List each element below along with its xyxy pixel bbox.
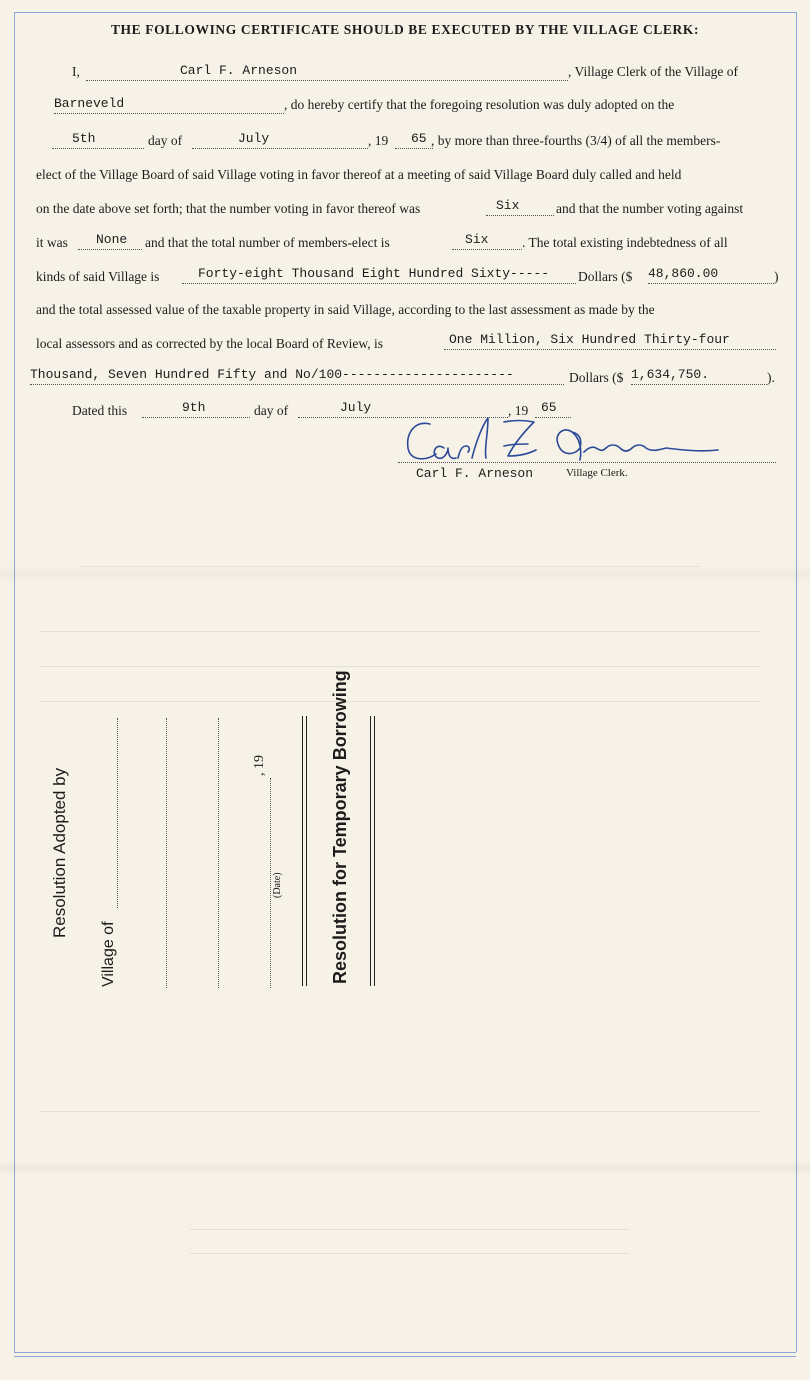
adopt-day-value: 5th: [72, 131, 96, 146]
line-5-post: and that the number voting against: [556, 201, 744, 216]
line-2-post: , do hereby certify that the foregoing resolution was duly adopted on the: [284, 97, 675, 112]
certificate-title: THE FOLLOWING CERTIFICATE SHOULD BE EXECUTED BY THE VILLAGE CLERK:: [110, 22, 700, 37]
dated-dayof: day of: [254, 403, 289, 418]
votes-for-value: Six: [496, 198, 520, 213]
border-left: [14, 12, 15, 1352]
assessed-amount-value: 1,634,750.: [631, 367, 710, 382]
cover-date-label: (Date): [272, 872, 283, 898]
village-name-value: Barneveld: [54, 96, 125, 111]
bleed-through-line: [40, 700, 760, 702]
adopt-month-value: July: [238, 131, 270, 146]
line-1-pre: I,: [72, 64, 80, 79]
cover-rule: [302, 716, 303, 986]
dated-day-value: 9th: [182, 400, 206, 415]
signature-title: Village Clerk.: [566, 467, 628, 479]
dated-pre: Dated this: [72, 403, 128, 418]
bleed-through-line: [40, 1110, 760, 1112]
assessed-words-field-2: [30, 366, 564, 385]
village-name-field: [54, 95, 284, 114]
line-3-post: , by more than three-fourths (3/4) of all the members-: [431, 133, 721, 148]
cover-adopted-by: Resolution Adopted by: [50, 767, 69, 938]
cover-date-line: [270, 778, 271, 988]
bleed-through-line: [80, 565, 700, 567]
cover-village-of: Village of: [100, 921, 117, 987]
indebtedness-amount-value: 48,860.00: [648, 266, 719, 281]
adopt-month-field: [192, 130, 368, 149]
line-7-end: ): [774, 269, 779, 284]
cover-blank-line: [166, 718, 167, 988]
line-4: elect of the Village Board of said Village voting in favor thereof at a meeting of said Village Board duly called and held: [36, 167, 682, 182]
border-bottom-2: [14, 1356, 796, 1357]
cover-rule: [370, 716, 371, 986]
clerk-name-field: [86, 62, 568, 81]
line-3-19: , 19: [368, 133, 389, 148]
bleed-through-line: [40, 630, 760, 632]
cover-rule: [306, 716, 307, 986]
bleed-through-line: [190, 1252, 630, 1254]
votes-for-field: [486, 197, 554, 216]
indebtedness-words-field: [182, 265, 576, 284]
line-1-post: , Village Clerk of the Village of: [568, 64, 738, 79]
paper-fold: [0, 566, 810, 582]
adopt-day-field: [52, 130, 144, 149]
line-6-mid: and that the total number of members-elect is: [145, 235, 390, 250]
cover-nineteen: , 19: [252, 755, 267, 776]
dated-month-value: July: [340, 400, 372, 415]
line-10-dollars: Dollars ($: [569, 370, 624, 385]
dated-day-field: [142, 399, 250, 418]
votes-against-field: [78, 231, 142, 250]
line-6-pre: it was: [36, 235, 68, 250]
adopt-year-field: [395, 130, 433, 149]
border-right: [796, 12, 797, 1352]
bleed-through-line: [190, 1228, 630, 1230]
members-elect-value: Six: [465, 232, 489, 247]
line-8: and the total assessed value of the taxable property in said Village, according to the last assessment as made by the: [36, 302, 655, 317]
cover-blank-line: [218, 718, 219, 988]
signature-typed-name: Carl F. Arneson: [416, 466, 534, 481]
assessed-words-value-1: One Million, Six Hundred Thirty-four: [449, 332, 730, 347]
signature-line: [398, 462, 776, 463]
cover-village-line: [117, 718, 118, 908]
votes-against-value: None: [96, 232, 128, 247]
border-top: [14, 12, 796, 13]
assessed-words-field-1: [444, 331, 776, 350]
paper-fold: [0, 1160, 810, 1176]
clerk-name-value: Carl F. Arneson: [180, 63, 298, 78]
cover-rule: [374, 716, 375, 986]
indebtedness-words-value: Forty-eight Thousand Eight Hundred Sixty-----: [198, 266, 550, 281]
line-6-post: . The total existing indebtedness of all: [522, 235, 728, 250]
dated-19: , 19: [508, 403, 529, 418]
line-9-pre: local assessors and as corrected by the local Board of Review, is: [36, 336, 384, 351]
assessed-amount-field: [631, 366, 767, 385]
line-10-end: ).: [767, 370, 775, 385]
bleed-through-line: [40, 665, 760, 667]
border-bottom: [14, 1352, 796, 1353]
line-5-pre: on the date above set forth; that the number voting in favor thereof was: [36, 201, 421, 216]
line-7-pre: kinds of said Village is: [36, 269, 160, 284]
line-3-dayof: day of: [148, 133, 183, 148]
assessed-words-value-2: Thousand, Seven Hundred Fifty and No/100----------------------: [30, 367, 514, 382]
line-7-dollars: Dollars ($: [578, 269, 633, 284]
indebtedness-amount-field: [648, 265, 774, 284]
members-elect-field: [452, 231, 522, 250]
dated-year-value: 65: [541, 400, 557, 415]
adopt-year-value: 65: [411, 131, 427, 146]
cover-resolution-title: Resolution for Temporary Borrowing: [330, 670, 350, 984]
